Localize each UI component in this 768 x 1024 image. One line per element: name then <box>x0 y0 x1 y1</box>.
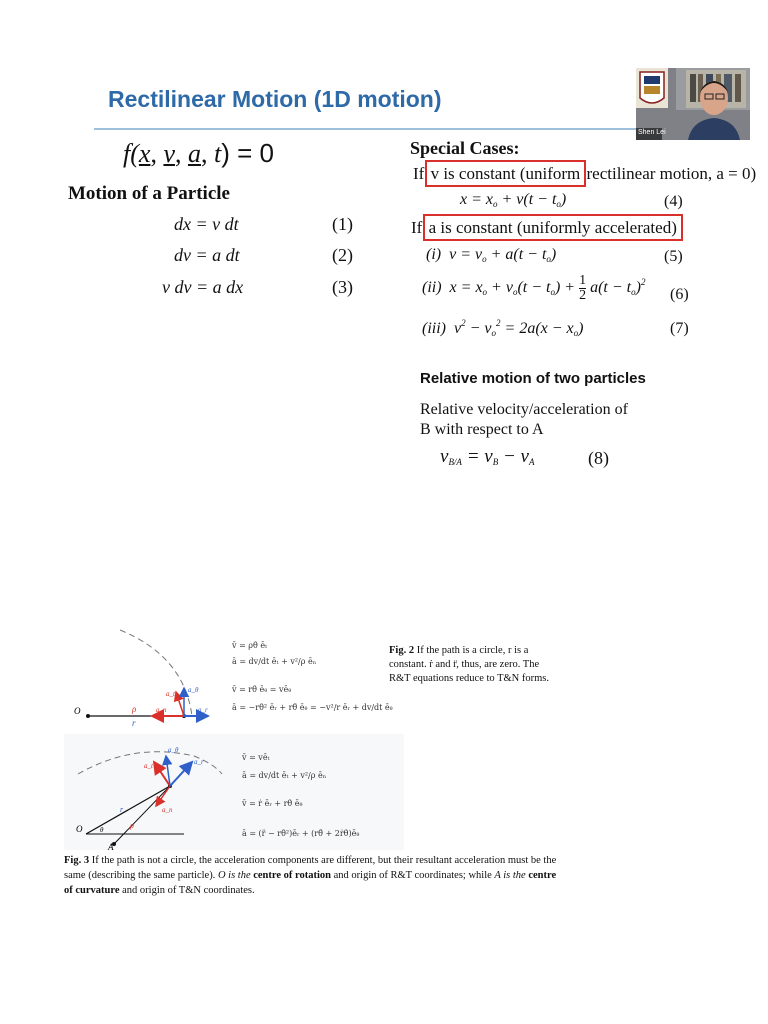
label-rho: ρ <box>132 704 137 714</box>
fig2-eq-v2: v̄ = rθ̇ ēθ = vēθ <box>232 685 292 694</box>
relative-motion-heading: Relative motion of two particles <box>420 370 646 387</box>
equation-8-number: (8) <box>588 448 609 468</box>
origin-point <box>86 714 90 718</box>
equation-7-number: (7) <box>670 320 689 337</box>
fig2-eq-a: ā = dv/dt ēt + v²/ρ ēn <box>232 657 316 666</box>
implicit-relation: f(x, v, a, t) = 0 <box>123 138 274 168</box>
equation-3: v dv = a dx <box>162 277 244 297</box>
equation-2-number: (2) <box>332 245 353 265</box>
fig3-caption: Fig. 3 If the path is not a circle, the acceleration components are different, but their resultant acceleration must be the same (describing the same particle). O is the centre of rotation and origin of R&T coordinates; while A is the centre of curvature and origin of T&N coordinates. <box>64 855 557 896</box>
slide-title: Rectilinear Motion (1D motion) <box>108 86 442 112</box>
equation-3-number: (3) <box>332 277 353 297</box>
case-constant-acceleration: If a is constant (uniformly accelerated) <box>411 218 679 238</box>
highlight-box-1: v is constant (uniform <box>429 164 583 184</box>
equation-5-number: (5) <box>664 248 683 265</box>
label-theta: θ <box>100 826 104 834</box>
label-at: a_t <box>166 690 175 698</box>
label-O: O <box>74 706 81 716</box>
label-r: r <box>132 718 136 728</box>
equation-7: (iii) $v^2 - v_o^2 = 2a(x - x_o)$ <box>422 318 584 338</box>
equation-8: $v_{B/A} = v_B - v_A$ <box>440 446 535 467</box>
fig3-diagram <box>64 734 404 850</box>
presenter-name-tag: Shen Lei <box>638 129 666 136</box>
label-atheta: a_θ <box>188 686 199 694</box>
tangential-accel-arrow <box>176 692 184 716</box>
fig2-eq-v: v̄ = ρθ̇ ēt <box>232 641 268 650</box>
equation-1-number: (1) <box>332 214 353 234</box>
fig3-eq-v2: v̄ = ṙ ēr + rθ̇ ēθ <box>242 799 303 808</box>
label-A: A <box>108 842 114 852</box>
equation-4: $x = x_o + v(t - t_o)$ <box>460 191 567 209</box>
label-at: a_t <box>144 762 153 770</box>
circle-path <box>120 630 192 716</box>
equation-4-number: (4) <box>664 193 683 210</box>
highlight-box-2: a is constant (uniformly accelerated) <box>427 218 679 238</box>
equation-2: dv = a dt <box>174 245 240 265</box>
label-O: O <box>76 824 83 834</box>
label-r: r <box>120 805 124 814</box>
equation-6-number: (6) <box>670 286 689 303</box>
label-atheta: a_θ <box>168 746 179 754</box>
label-ar: a_r <box>198 706 208 714</box>
equation-5: (i) $v = v_o + a(t - t_o)$ <box>426 246 557 264</box>
fig2-eq-a2: ā = −rθ̇² ēr + rθ̈ ēθ = −v²/r ēr + dv/dt ēθ <box>232 703 393 712</box>
fig3-eq-a: ā = dv/dt ēt + v²/ρ ēn <box>242 771 326 780</box>
title-divider <box>94 128 668 130</box>
special-cases-heading: Special Cases: <box>410 138 520 158</box>
label-an: a_n <box>156 706 167 714</box>
fig3-eq-a2: ā = (r̈ − rθ̇²)ēr + (rθ̈ + 2ṙθ̇)ēθ <box>242 829 360 838</box>
label-an: a_n <box>162 806 173 814</box>
motion-heading: Motion of a Particle <box>68 183 230 204</box>
presenter-webcam <box>636 68 750 140</box>
case-constant-velocity: If v is constant (uniform rectilinear motion, a = 0) <box>413 164 756 184</box>
relative-motion-text: Relative velocity/acceleration of B with respect to A <box>420 401 628 438</box>
fig3-eq-v: v̄ = vēt <box>242 753 270 762</box>
fig2-diagram <box>64 626 393 731</box>
label-ar: a_r <box>194 758 204 766</box>
label-rho: ρ <box>130 821 134 830</box>
equation-6: (ii) $x = x_o + v_o(t - t_o)$ + $\frac{1}{2}$ $a(t - t_o)^2$ <box>422 273 646 303</box>
equation-1: dx = v dt <box>174 214 239 234</box>
fig2-caption: Fig. 2 If the path is a circle, r is a constant. ṙ and r̈, thus, are zero. The R&T equations reduce to T&N forms. <box>389 645 550 684</box>
